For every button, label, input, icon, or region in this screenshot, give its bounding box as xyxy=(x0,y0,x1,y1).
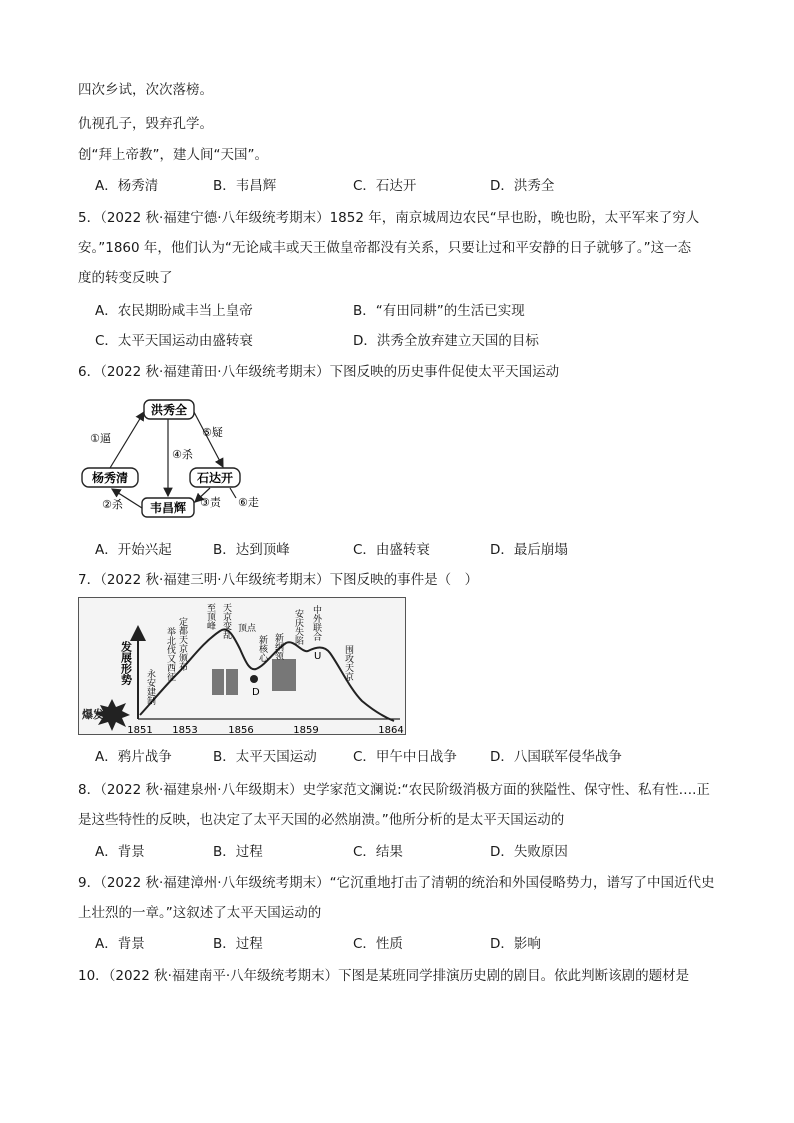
ann-3: 举北伐又西征 xyxy=(165,627,175,681)
node-label-shi: 石达开 xyxy=(196,471,234,485)
ann-9: 安庆失陷 xyxy=(293,609,303,645)
intro-line-3: 创“拜上帝教”，建人间“天国”。 xyxy=(78,147,268,163)
ann-7: 新核心 xyxy=(257,635,267,662)
y-axis-label: 发展形势 xyxy=(119,641,133,685)
q7-option-d[interactable]: D．八国联军侵华战争 xyxy=(490,749,622,765)
node-label-yang: 杨秀清 xyxy=(91,471,129,485)
q9-option-c[interactable]: C．性质 xyxy=(353,936,403,952)
intro-line-2: 仇视孔子，毁弃孔学。 xyxy=(78,116,213,132)
q7-option-a[interactable]: A．鸦片战争 xyxy=(95,749,172,765)
mark-d-label: D xyxy=(252,687,260,698)
ann-10: 中外联合 xyxy=(311,605,321,641)
node-label-wei: 韦昌辉 xyxy=(149,501,187,515)
q5-option-d[interactable]: D．洪秀全放弃建立天国的目标 xyxy=(353,333,539,349)
q8-options xyxy=(95,842,735,862)
edge-label-4: ④杀 xyxy=(172,448,193,461)
q5-option-a[interactable]: A．农民期盼咸丰当上皇帝 xyxy=(95,303,253,319)
edge-label-2: ②杀 xyxy=(102,498,123,511)
question-8 xyxy=(78,780,728,840)
q9-line-1: 9．（2022 秋·福建漳州·八年级统考期末）“它沉重地打击了清朝的统治和外国侵略势力，谱写了中国近代史 xyxy=(78,875,715,891)
book-icon-1 xyxy=(212,669,224,695)
q4-option-a[interactable]: A．杨秀清 xyxy=(95,178,159,194)
q8-option-c[interactable]: C．结果 xyxy=(353,844,403,860)
outbreak-label: 爆发 xyxy=(82,708,104,721)
edge-6 xyxy=(230,488,236,498)
q7-option-c[interactable]: C．甲午中日战争 xyxy=(353,749,457,765)
edge-label-5: ⑤疑 xyxy=(202,426,223,439)
q4-option-d[interactable]: D．洪秀全 xyxy=(490,178,555,194)
q5-line-1: 5．（2022 秋·福建宁德·八年级统考期末）1852 年，南京城周边农民“早也盼，晚也盼，太平军来了穷人 xyxy=(78,210,700,226)
ann-8: 新纲领 xyxy=(273,633,283,660)
q9-option-d[interactable]: D．影响 xyxy=(490,936,541,952)
q4-option-c[interactable]: C．石达开 xyxy=(353,178,417,194)
book-icon-3 xyxy=(272,659,296,691)
ann-11: 围攻天京 xyxy=(343,645,353,681)
q7-development-chart xyxy=(78,597,406,735)
q8-line-1: 8．（2022 秋·福建泉州·八年级期末）史学家范文澜说:“农民阶级消极方面的狭隘性、保守性、私有性….正 xyxy=(78,782,710,798)
q6-option-d[interactable]: D．最后崩塌 xyxy=(490,542,568,558)
q9-options xyxy=(95,934,735,954)
q6-options xyxy=(95,540,735,560)
q7-stem: 7．（2022 秋·福建三明·八年级统考期末）下图反映的事件是（ ） xyxy=(78,572,479,588)
q6-option-b[interactable]: B．达到顶峰 xyxy=(213,542,290,558)
edge-label-1: ①逼 xyxy=(90,432,111,445)
q9-option-b[interactable]: B．过程 xyxy=(213,936,263,952)
q8-option-b[interactable]: B．过程 xyxy=(213,844,263,860)
book-icon-2 xyxy=(226,669,238,695)
ann-1: 永安建制 xyxy=(145,669,155,705)
q5-line-2: 安。”1860 年，他们认为“无论咸丰或天王做皇帝都没有关系，只要让过和平安静的日子就够了。”这一态 xyxy=(78,240,692,256)
question-5 xyxy=(78,208,728,298)
year-1853: 1853 xyxy=(172,725,198,735)
q9-line-2: 上壮烈的一章。”这叙述了太平天国运动的 xyxy=(78,905,322,921)
q6-relationship-diagram xyxy=(78,392,278,528)
year-1851: 1851 xyxy=(127,725,153,735)
q5-option-b[interactable]: B．“有田同耕”的生活已实现 xyxy=(353,303,525,319)
q5-option-c[interactable]: C．太平天国运动由盛转衰 xyxy=(95,333,253,349)
edge-label-6: ⑥走 xyxy=(238,496,259,509)
mark-u-label: U xyxy=(314,651,322,662)
q8-option-a[interactable]: A．背景 xyxy=(95,844,145,860)
year-1864: 1864 xyxy=(378,725,404,735)
edge-5 xyxy=(194,412,223,467)
ann-2: 定都天京颁布 xyxy=(177,617,187,671)
question-9 xyxy=(78,873,728,933)
year-1856: 1856 xyxy=(228,725,254,735)
q4-option-b[interactable]: B．韦昌辉 xyxy=(213,178,277,194)
mark-d xyxy=(250,675,258,683)
intro-line-1: 四次乡试，次次落榜。 xyxy=(78,82,213,98)
q5-options-row-2 xyxy=(95,331,735,351)
q6-option-c[interactable]: C．由盛转衰 xyxy=(353,542,430,558)
node-label-hong: 洪秀全 xyxy=(150,403,188,417)
q5-line-3: 度的转变反映了 xyxy=(78,270,173,286)
q9-option-a[interactable]: A．背景 xyxy=(95,936,145,952)
edge-label-3: ③责 xyxy=(200,496,221,509)
q8-option-d[interactable]: D．失败原因 xyxy=(490,844,568,860)
ann-4: 至顶峰 xyxy=(205,603,215,630)
q8-line-2: 是这些特性的反映，也决定了太平天国的必然崩溃。”他所分析的是太平天国运动的 xyxy=(78,812,565,828)
q5-options-row-1 xyxy=(95,301,735,321)
ann-5: 天京变乱 xyxy=(221,603,231,639)
q6-stem: 6．（2022 秋·福建莆田·八年级统考期末）下图反映的历史事件促使太平天国运动 xyxy=(78,364,560,380)
q4-options xyxy=(95,176,735,196)
edge-1 xyxy=(110,412,144,468)
q6-option-a[interactable]: A．开始兴起 xyxy=(95,542,172,558)
q7-option-b[interactable]: B．太平天国运动 xyxy=(213,749,317,765)
ann-6: 顶点 xyxy=(238,624,257,634)
q7-options xyxy=(95,747,735,767)
q10-stem: 10．（2022 秋·福建南平·八年级统考期末）下图是某班同学排演历史剧的剧目。依此判断该剧的题材是 xyxy=(78,968,690,984)
year-1859: 1859 xyxy=(293,725,319,735)
